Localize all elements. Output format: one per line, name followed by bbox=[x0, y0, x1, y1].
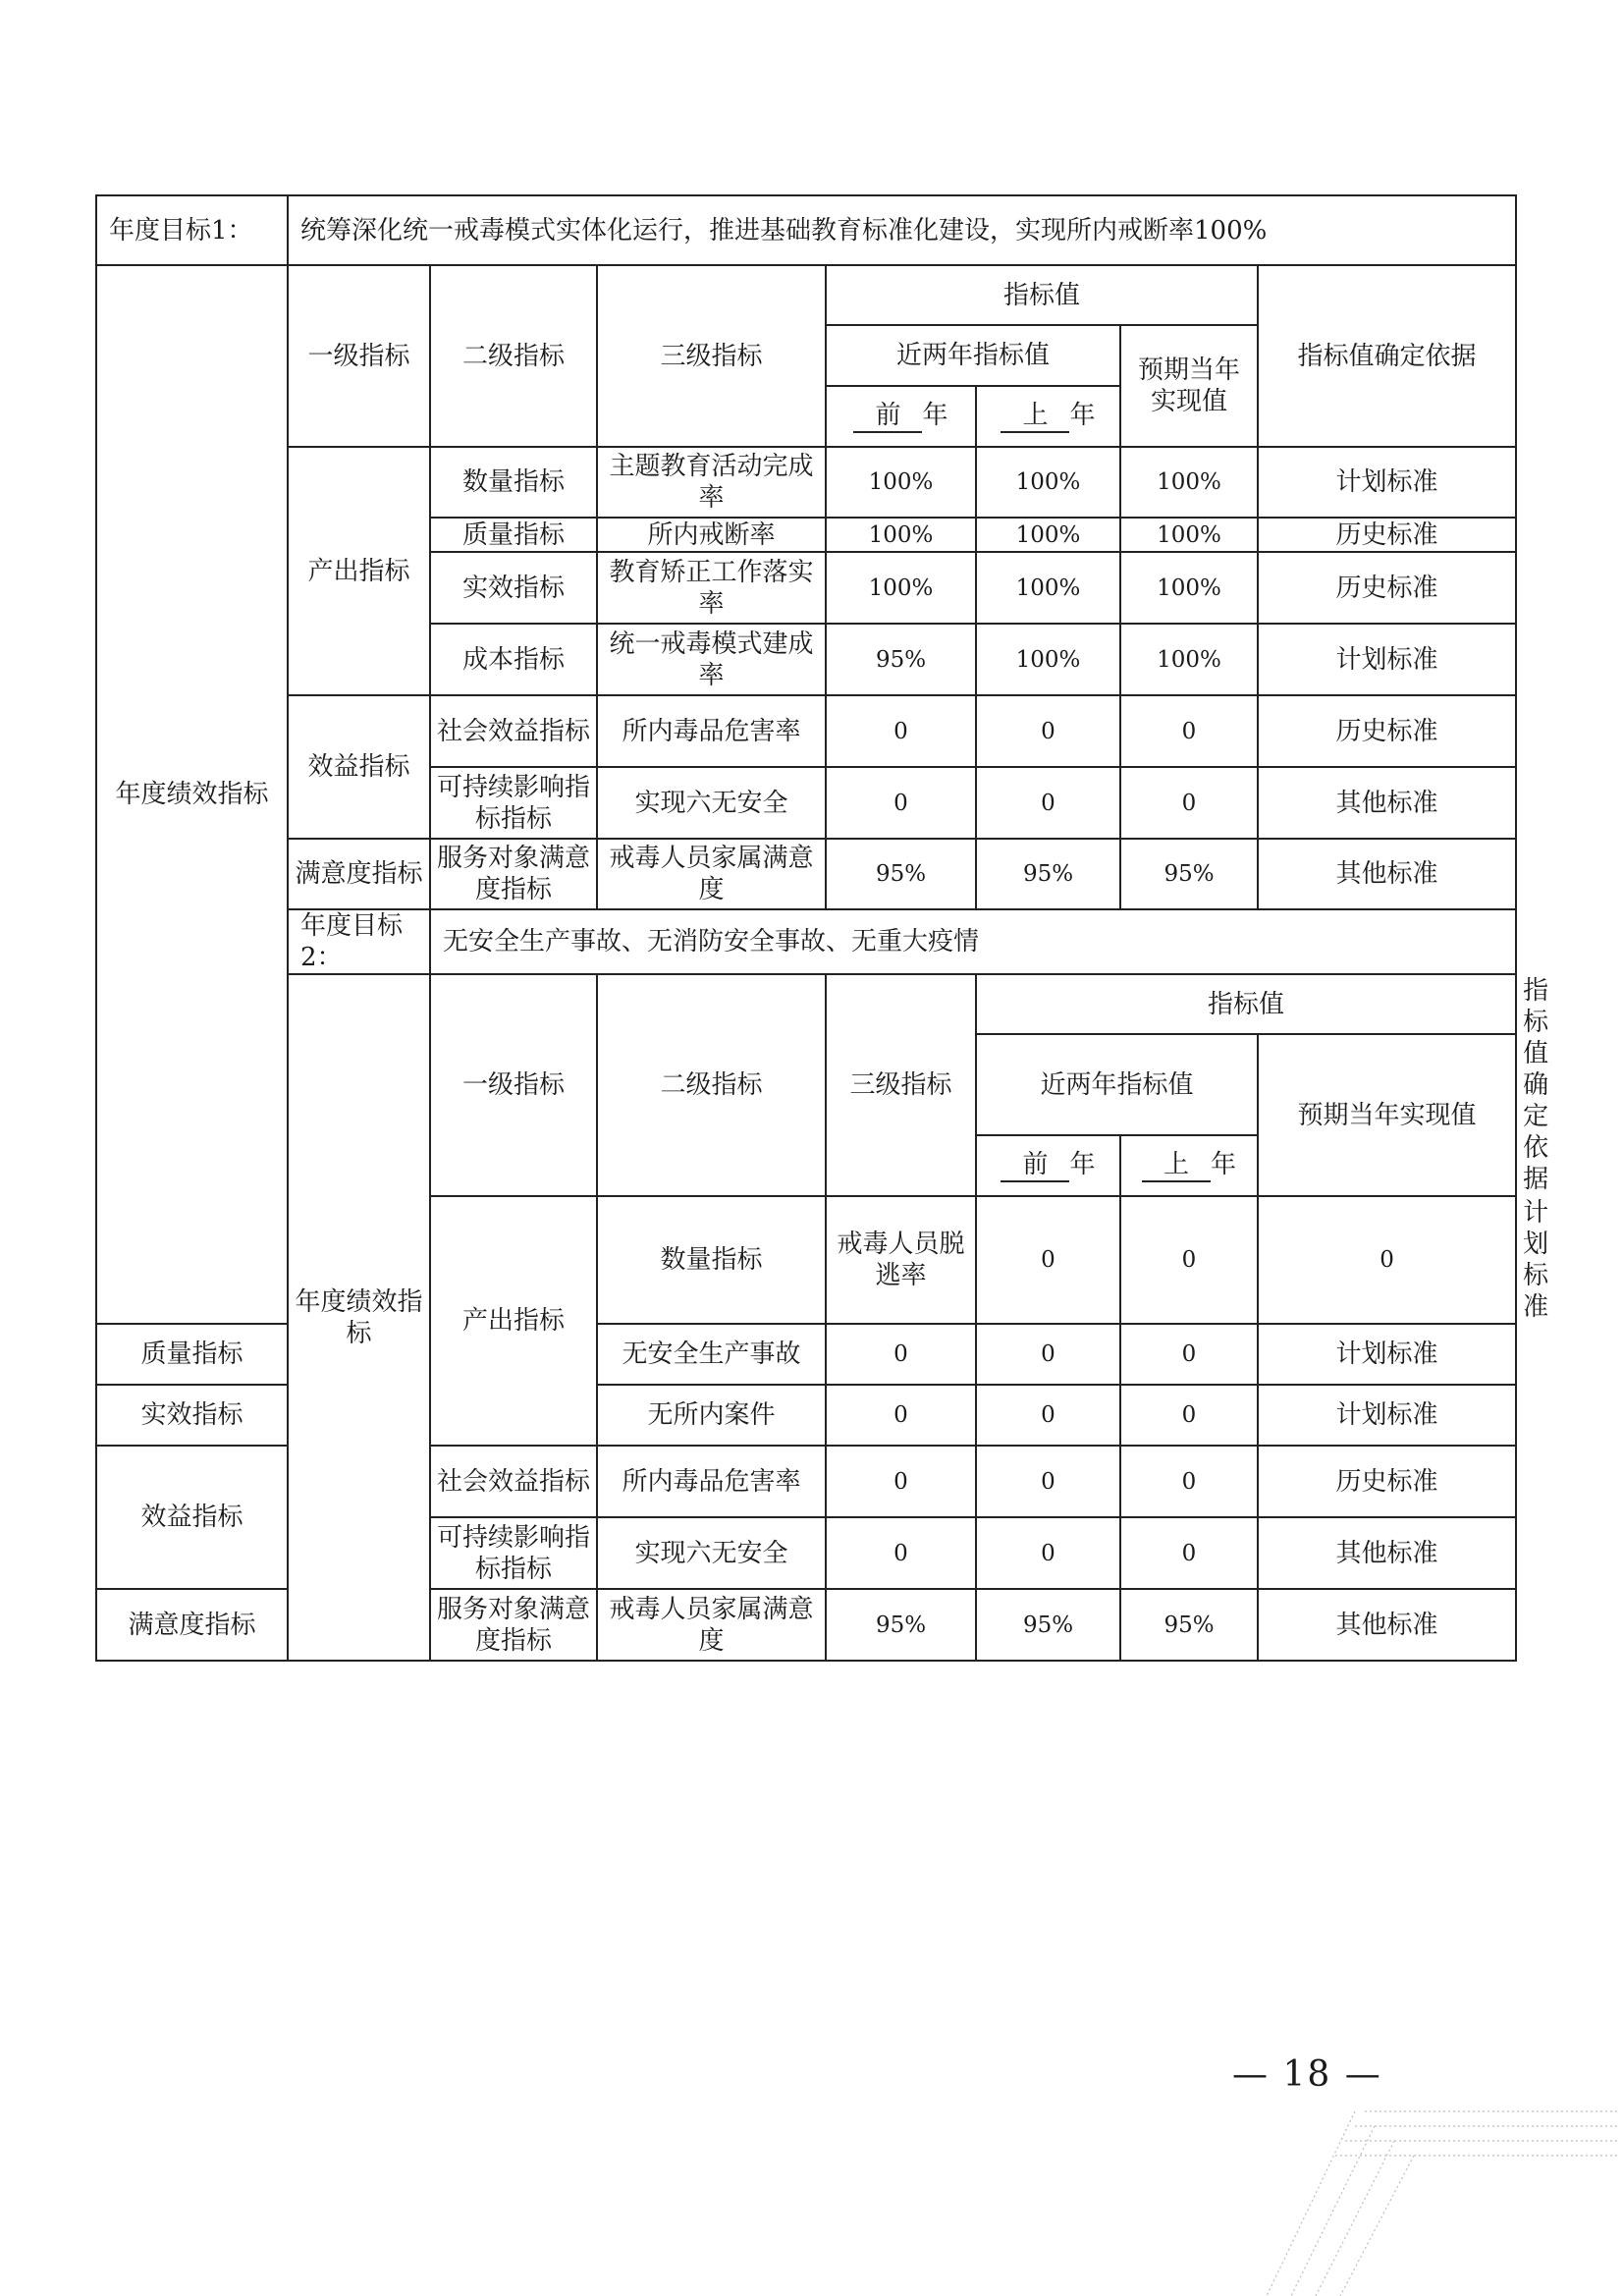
level2-cell: 实效指标 bbox=[430, 552, 597, 624]
col-header-indicator-value: 指标值 bbox=[976, 974, 1516, 1034]
table-row bbox=[96, 447, 1516, 518]
goal-text: 无安全生产事故、无消防安全事故、无重大疫情 bbox=[430, 909, 1516, 974]
basis-cell: 计划标准 bbox=[1258, 624, 1516, 695]
prev-year-value: 100% bbox=[826, 447, 976, 518]
expected-value: 95% bbox=[1120, 1589, 1258, 1661]
level3-cell: 无安全生产事故 bbox=[597, 1324, 826, 1385]
last-year-value: 0 bbox=[976, 1385, 1120, 1446]
expected-value: 100% bbox=[1120, 447, 1258, 518]
basis-cell: 其他标准 bbox=[1258, 767, 1516, 839]
last-year-value: 100% bbox=[976, 518, 1120, 552]
last-year-value: 100% bbox=[976, 624, 1120, 695]
level3-cell: 教育矫正工作落实率 bbox=[597, 552, 826, 624]
level2-cell: 服务对象满意度指标 bbox=[430, 839, 597, 909]
basis-cell: 计划标准 bbox=[1258, 1324, 1516, 1385]
header-row bbox=[96, 265, 1516, 325]
basis-cell: 其他标准 bbox=[1258, 839, 1516, 909]
col-header-prev-year bbox=[826, 386, 976, 447]
col-header-basis: 指标值确定依据 bbox=[1258, 265, 1516, 447]
page-number: — 18 — bbox=[1232, 2054, 1382, 2095]
level2-cell: 成本指标 bbox=[430, 624, 597, 695]
level3-cell: 所内毒品危害率 bbox=[597, 1446, 826, 1517]
category-satisfaction: 满意度指标 bbox=[288, 839, 430, 909]
basis-cell: 计划标准 bbox=[1258, 447, 1516, 518]
expected-value: 100% bbox=[1120, 624, 1258, 695]
category-benefit: 效益指标 bbox=[96, 1446, 288, 1589]
last-year-value: 0 bbox=[976, 695, 1120, 767]
last-year-value: 0 bbox=[976, 1446, 1120, 1517]
level2-cell: 服务对象满意度指标 bbox=[430, 1589, 597, 1661]
level3-cell: 无所内案件 bbox=[597, 1385, 826, 1446]
perf-label: 年度绩效指标 bbox=[96, 265, 288, 1324]
prev-year-value: 95% bbox=[826, 1589, 976, 1661]
prev-year-value: 100% bbox=[826, 552, 976, 624]
prev-year-value: 0 bbox=[826, 695, 976, 767]
header-row: 年度绩效指标 一级指标 二级指标 三级指标 指标值 指标值确定依据 bbox=[96, 974, 1516, 1034]
category-satisfaction: 满意度指标 bbox=[96, 1589, 288, 1661]
last-year-word: 上 bbox=[1142, 1149, 1211, 1182]
level2-cell: 数量指标 bbox=[597, 1196, 826, 1324]
prev-year-value: 0 bbox=[826, 1324, 976, 1385]
col-header-expected: 预期当年实现值 bbox=[1120, 325, 1258, 447]
year-suffix: 年 bbox=[1069, 1150, 1096, 1179]
col-header-level2: 二级指标 bbox=[597, 974, 826, 1196]
level2-cell: 可持续影响指标指标 bbox=[430, 1517, 597, 1589]
expected-value: 0 bbox=[1120, 1324, 1258, 1385]
expected-value: 0 bbox=[1258, 1196, 1516, 1324]
goal-text: 统筹深化统一戒毒模式实体化运行，推进基础教育标准化建设，实现所内戒断率100% bbox=[288, 195, 1516, 265]
last-year-value: 95% bbox=[976, 1589, 1120, 1661]
category-output: 产出指标 bbox=[430, 1196, 597, 1446]
basis-cell: 其他标准 bbox=[1258, 1589, 1516, 1661]
last-year-value: 0 bbox=[976, 767, 1120, 839]
col-header-last-year bbox=[1120, 1135, 1258, 1196]
prev-year-word: 前 bbox=[853, 400, 922, 433]
table-row bbox=[96, 695, 1516, 767]
col-header-recent: 近两年指标值 bbox=[826, 325, 1120, 386]
col-header-level3: 三级指标 bbox=[597, 265, 826, 447]
level3-cell: 戒毒人员家属满意度 bbox=[597, 1589, 826, 1661]
goal-row bbox=[96, 909, 1516, 974]
prev-year-word: 前 bbox=[1001, 1149, 1069, 1182]
level2-cell: 可持续影响指标指标 bbox=[430, 767, 597, 839]
col-header-recent: 近两年指标值 bbox=[976, 1034, 1258, 1135]
col-header-indicator-value: 指标值 bbox=[826, 265, 1258, 325]
last-year-word: 上 bbox=[1001, 400, 1069, 433]
perf-label: 年度绩效指标 bbox=[288, 974, 430, 1661]
basis-cell: 历史标准 bbox=[1258, 552, 1516, 624]
last-year-value: 100% bbox=[976, 552, 1120, 624]
goal-label: 年度目标1： bbox=[96, 195, 288, 265]
prev-year-value: 0 bbox=[826, 1517, 976, 1589]
last-year-value: 100% bbox=[976, 447, 1120, 518]
basis-cell: 其他标准 bbox=[1258, 1517, 1516, 1589]
expected-value: 0 bbox=[1120, 1385, 1258, 1446]
category-output: 产出指标 bbox=[288, 447, 430, 695]
prev-year-value: 0 bbox=[826, 1385, 976, 1446]
level3-cell: 统一戒毒模式建成率 bbox=[597, 624, 826, 695]
prev-year-value: 0 bbox=[826, 767, 976, 839]
expected-value: 0 bbox=[1120, 767, 1258, 839]
level3-cell: 戒毒人员家属满意度 bbox=[597, 839, 826, 909]
basis-cell: 计划标准 bbox=[1258, 1385, 1516, 1446]
expected-value: 95% bbox=[1120, 839, 1258, 909]
year-suffix: 年 bbox=[922, 401, 948, 430]
level2-cell: 质量指标 bbox=[96, 1324, 288, 1385]
last-year-value: 0 bbox=[976, 1517, 1120, 1589]
level3-cell: 实现六无安全 bbox=[597, 1517, 826, 1589]
basis-cell: 历史标准 bbox=[1258, 695, 1516, 767]
col-header-level1: 一级指标 bbox=[288, 265, 430, 447]
basis-cell: 历史标准 bbox=[1258, 518, 1516, 552]
col-header-expected: 预期当年实现值 bbox=[1258, 1034, 1516, 1196]
level2-cell: 数量指标 bbox=[430, 447, 597, 518]
col-header-level3: 三级指标 bbox=[826, 974, 976, 1196]
expected-value: 0 bbox=[1120, 695, 1258, 767]
level2-cell: 社会效益指标 bbox=[430, 1446, 597, 1517]
col-header-prev-year bbox=[976, 1135, 1120, 1196]
table-row: 产出指标 数量指标 戒毒人员脱逃率 0 0 0 计划标准 bbox=[96, 1196, 1516, 1324]
prev-year-value: 95% bbox=[826, 839, 976, 909]
last-year-value: 95% bbox=[976, 839, 1120, 909]
prev-year-value: 0 bbox=[826, 1446, 976, 1517]
year-suffix: 年 bbox=[1069, 401, 1096, 430]
level3-cell: 所内毒品危害率 bbox=[597, 695, 826, 767]
col-header-level2: 二级指标 bbox=[430, 265, 597, 447]
last-year-value: 0 bbox=[976, 1324, 1120, 1385]
level3-cell: 所内戒断率 bbox=[597, 518, 826, 552]
prev-year-value: 95% bbox=[826, 624, 976, 695]
expected-value: 0 bbox=[1120, 1446, 1258, 1517]
basis-cell: 历史标准 bbox=[1258, 1446, 1516, 1517]
prev-year-value: 0 bbox=[976, 1196, 1120, 1324]
expected-value: 100% bbox=[1120, 552, 1258, 624]
year-suffix: 年 bbox=[1210, 1150, 1236, 1179]
goal-row bbox=[96, 195, 1516, 265]
category-benefit: 效益指标 bbox=[288, 695, 430, 839]
goal-label: 年度目标2： bbox=[288, 909, 430, 974]
level3-cell: 戒毒人员脱逃率 bbox=[826, 1196, 976, 1324]
expected-value: 100% bbox=[1120, 518, 1258, 552]
performance-table bbox=[95, 194, 1549, 1662]
level2-cell: 社会效益指标 bbox=[430, 695, 597, 767]
expected-value: 0 bbox=[1120, 1517, 1258, 1589]
level3-cell: 主题教育活动完成率 bbox=[597, 447, 826, 518]
level3-cell: 实现六无安全 bbox=[597, 767, 826, 839]
table-row bbox=[96, 839, 1516, 909]
col-header-level1: 一级指标 bbox=[430, 974, 597, 1196]
corner-decoration-icon bbox=[1208, 2072, 1620, 2296]
level2-cell: 实效指标 bbox=[96, 1385, 288, 1446]
prev-year-value: 100% bbox=[826, 518, 976, 552]
level2-cell: 质量指标 bbox=[430, 518, 597, 552]
last-year-value: 0 bbox=[1120, 1196, 1258, 1324]
col-header-last-year bbox=[976, 386, 1120, 447]
